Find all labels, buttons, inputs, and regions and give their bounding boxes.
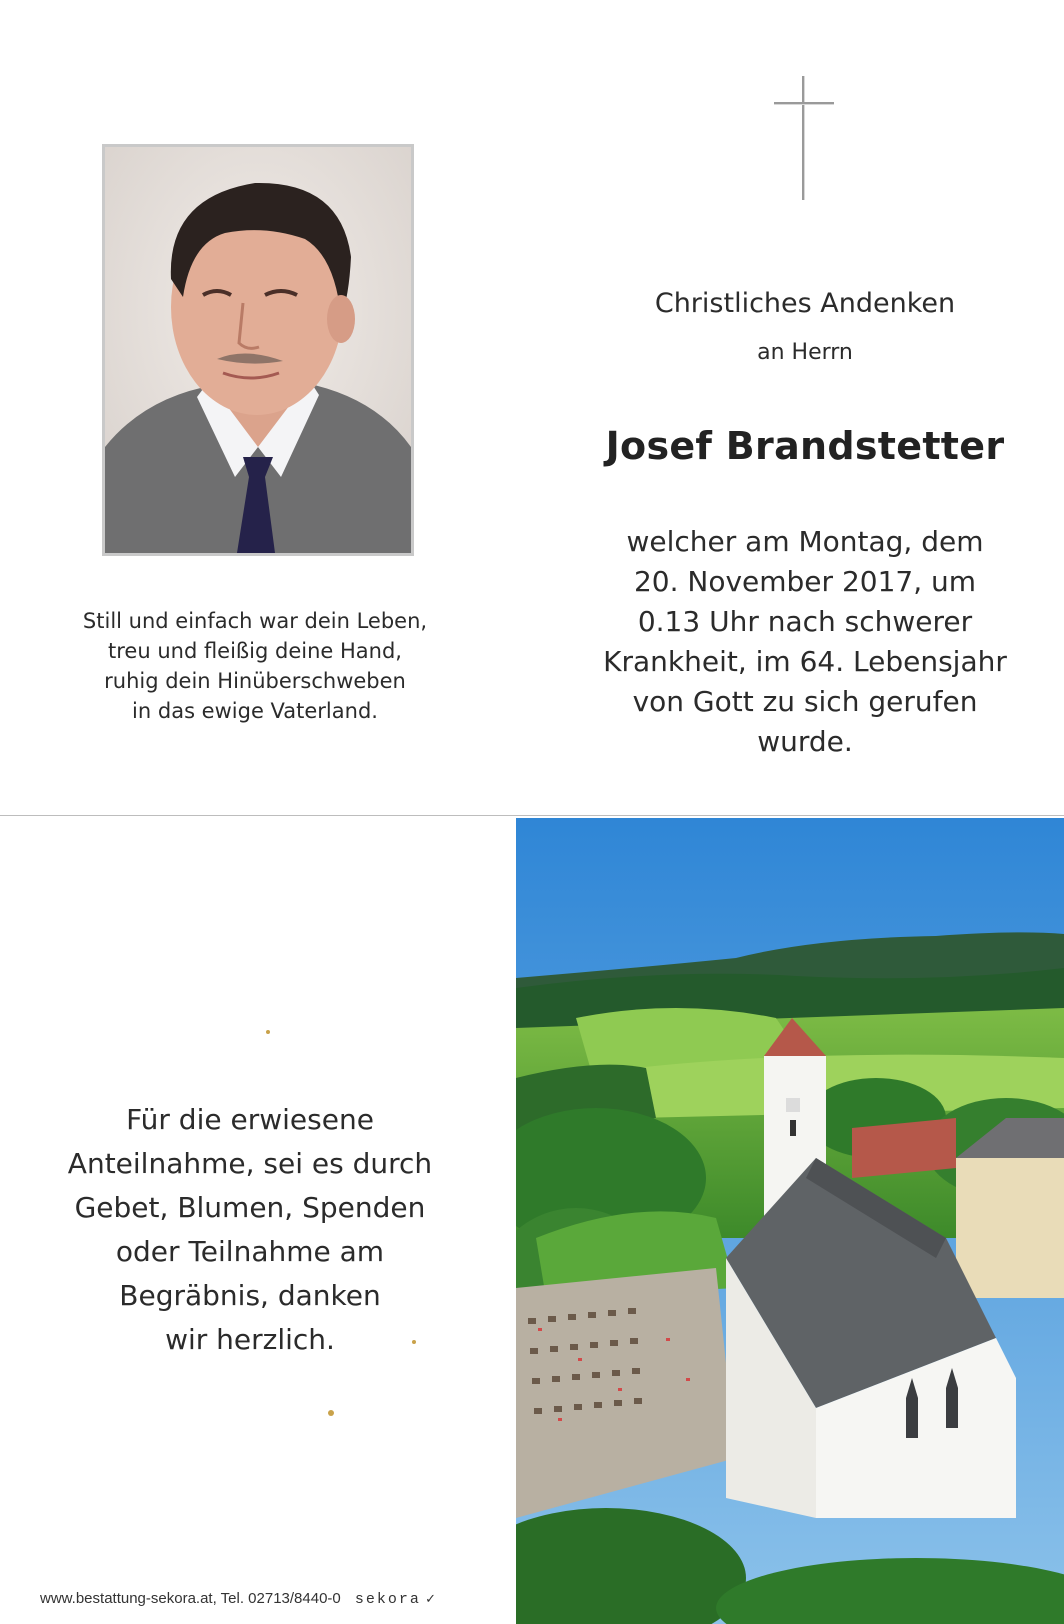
fold-divider bbox=[0, 815, 1064, 816]
verse-line: treu und fleißig deine Hand, bbox=[108, 639, 402, 663]
death-line: von Gott zu sich gerufen bbox=[632, 685, 978, 718]
deceased-name: Josef Brandstetter bbox=[605, 424, 1005, 468]
death-line: Krankheit, im 64. Lebensjahr bbox=[603, 645, 1007, 678]
thanks-line: wir herzlich. bbox=[165, 1323, 335, 1356]
thanks-line: oder Teilnahme am bbox=[115, 1235, 385, 1268]
verse-line: Still und einfach war dein Leben, bbox=[82, 609, 428, 633]
thanks-line: Begräbnis, danken bbox=[119, 1279, 381, 1312]
verse-line: in das ewige Vaterland. bbox=[132, 699, 378, 723]
speck bbox=[412, 1340, 416, 1344]
thanks-line: Gebet, Blumen, Spenden bbox=[74, 1191, 426, 1224]
portrait-photo bbox=[102, 144, 414, 556]
church-landscape-photo bbox=[516, 818, 1064, 1624]
verse-line: ruhig dein Hinüberschweben bbox=[104, 669, 406, 693]
thanks-text bbox=[50, 1098, 450, 1362]
honorific: an Herrn bbox=[757, 340, 853, 365]
death-notice bbox=[560, 522, 1050, 762]
thanks-line: Für die erwiesene bbox=[126, 1103, 374, 1136]
footer bbox=[40, 1590, 436, 1608]
death-line: 0.13 Uhr nach schwerer bbox=[637, 605, 973, 638]
bird-icon: ✓ bbox=[425, 1591, 437, 1606]
cross-icon bbox=[772, 74, 836, 202]
death-line: wurde. bbox=[757, 725, 853, 758]
memorial-title: Christliches Andenken bbox=[654, 288, 956, 319]
verse-text bbox=[60, 606, 450, 726]
brand-logo: sekora bbox=[354, 1591, 421, 1608]
death-line: 20. November 2017, um bbox=[633, 565, 977, 598]
speck bbox=[328, 1410, 334, 1416]
thanks-line: Anteilnahme, sei es durch bbox=[67, 1147, 433, 1180]
footer-contact: www.bestattung-sekora.at, Tel. 02713/8440-0 bbox=[40, 1590, 341, 1607]
speck bbox=[266, 1030, 270, 1034]
death-line: welcher am Montag, dem bbox=[626, 525, 984, 558]
